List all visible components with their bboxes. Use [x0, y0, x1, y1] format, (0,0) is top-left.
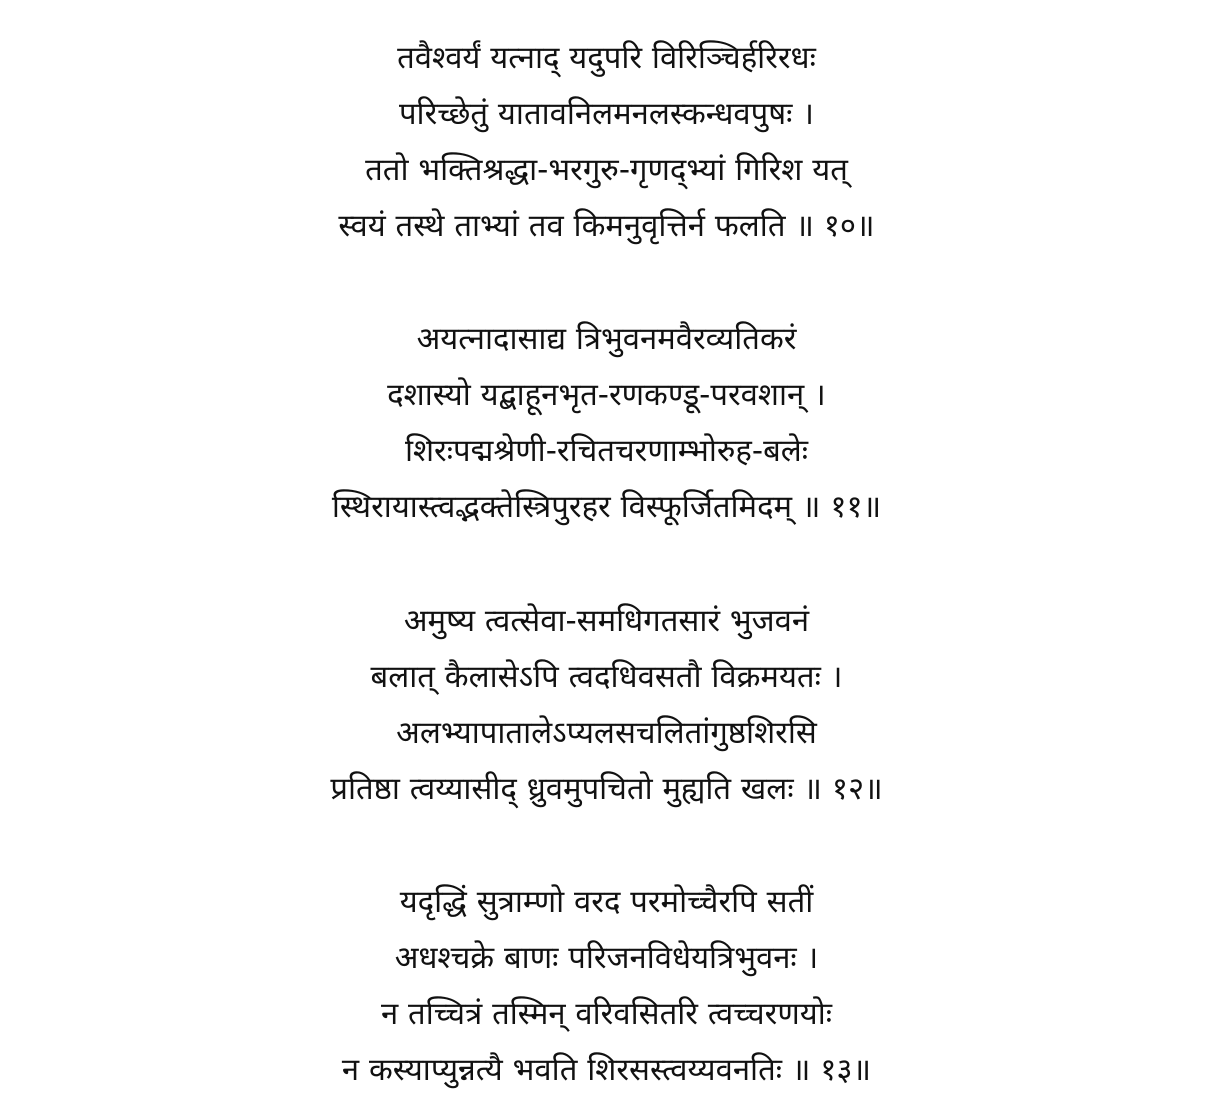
verse-line: दशास्यो यद्बाहूनभृत-रणकण्डू-परवशान् । [387, 377, 826, 413]
verse-line: न कस्याप्युन्नत्यै भवति शिरसस्त्वय्यवनतिः ॥ १३॥ [341, 1052, 872, 1088]
verse-line: तवैश्वर्यं यत्नाद् यदुपरि विरिञ्चिर्हरिरधः [397, 40, 816, 76]
verse-11 [0, 311, 1213, 535]
verse-line: अलभ्यापातालेऽप्यलसचलितांगुष्ठशिरसि [396, 715, 817, 751]
verse-line: न तच्चित्रं तस्मिन् वरिवसितरि त्वच्चरणयोः [380, 996, 833, 1032]
verse-line: स्वयं तस्थे ताभ्यां तव किमनुवृत्तिर्न फलति ॥ १०॥ [338, 208, 875, 244]
verse-line: यदृद्धिं सुत्राम्णो वरद परमोच्चैरपि सतीं [399, 884, 814, 920]
verse-line: शिरःपद्मश्रेणी-रचितचरणाम्भोरुह-बलेः [404, 433, 809, 469]
verse-line: अमुष्य त्वत्सेवा-समधिगतसारं भुजवनं [403, 603, 810, 639]
verse-line: परिच्छेतुं यातावनिलमनलस्कन्धवपुषः । [398, 96, 815, 132]
verse-line: अधश्चक्रे बाणः परिजनविधेयत्रिभुवनः । [394, 940, 819, 976]
verse-line: बलात् कैलासेऽपि त्वदधिवसतौ विक्रमयतः । [370, 659, 843, 695]
verse-line: अयत्नादासाद्य त्रिभुवनमवैरव्यतिकरं [416, 321, 797, 357]
verse-12 [0, 593, 1213, 817]
verse-line: प्रतिष्ठा त्वय्यासीद् ध्रुवमुपचितो मुह्यति खलः ॥ १२॥ [330, 771, 883, 807]
verse-10 [0, 30, 1213, 254]
verse-line: ततो भक्तिश्रद्धा-भरगुरु-गृणद्भ्यां गिरिश यत् [365, 152, 848, 188]
verse-13 [0, 874, 1213, 1098]
verse-line: स्थिरायास्त्वद्भक्तेस्त्रिपुरहर विस्फूर्जितमिदम् ॥ ११॥ [331, 489, 882, 525]
